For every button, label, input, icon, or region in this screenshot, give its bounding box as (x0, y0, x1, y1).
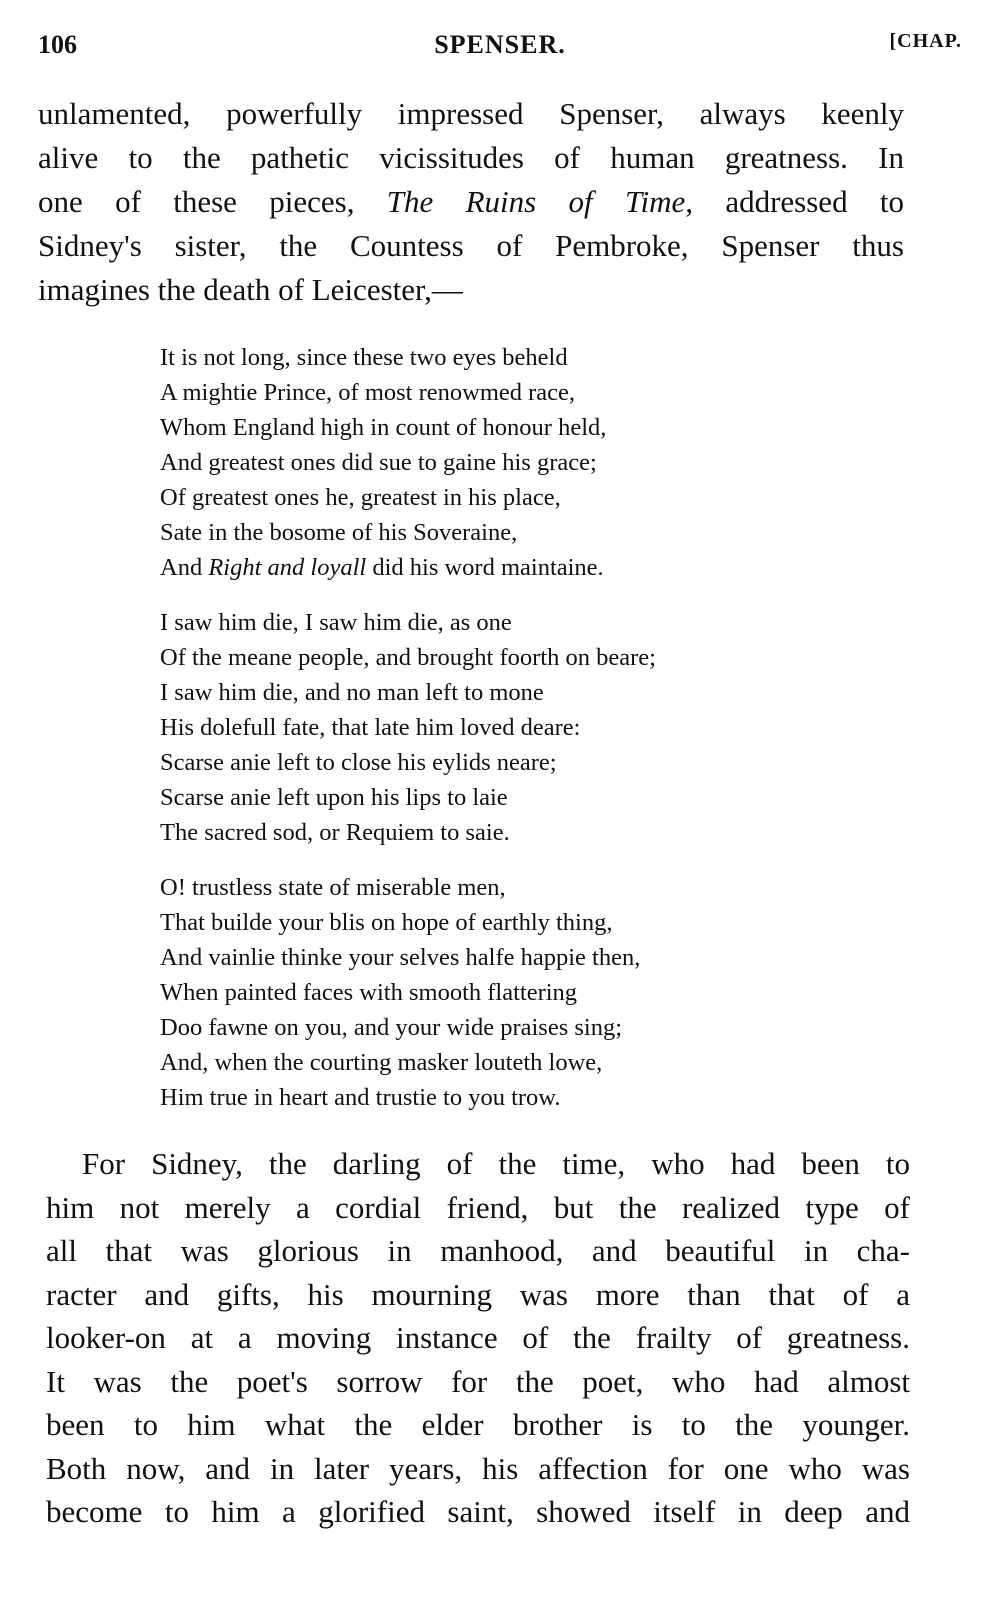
verse-line: O! trustless state of miserable men, (160, 874, 506, 901)
text-line: him not merely a cordial friend, but the realized type of (46, 1189, 910, 1225)
poem-stanza-2 (160, 605, 860, 850)
text-line: Both now, and in later years, his affection for one who was (46, 1450, 910, 1486)
text-line (38, 180, 904, 224)
text-line: looker-on at a moving instance of the frailty of greatness. (46, 1320, 910, 1355)
verse-line: I saw him die, and no man left to mone (160, 679, 544, 706)
text-line: For Sidney, the darling of the time, who had been to (82, 1146, 910, 1181)
paragraph-intro (38, 92, 904, 312)
verse-line: His dolefull fate, that late him loved deare: (160, 714, 581, 741)
text-fragment: did his word maintaine. (366, 554, 604, 581)
work-title: The Ruins of Time, (386, 184, 694, 219)
poem-stanza-1 (160, 340, 860, 585)
running-title: SPENSER. (434, 30, 566, 59)
verse-line (160, 550, 860, 585)
verse-line: When painted faces with smooth flattering (160, 979, 578, 1006)
text-line: It was the poet's sorrow for the poet, who had almost (46, 1363, 910, 1399)
text-line: been to him what the elder brother is to the younger. (46, 1407, 910, 1442)
running-head (38, 30, 962, 66)
verse-line: Sate in the bosome of his Soveraine, (160, 519, 518, 546)
verse-line: Doo fawne on you, and your wide praises sing; (160, 1014, 623, 1041)
verse-line: And greatest ones did sue to gaine his grace; (160, 449, 597, 476)
verse-line: Scarse anie left upon his lips to laie (160, 784, 508, 811)
text-line: Sidney's sister, the Countess of Pembroke, Spenser thus (38, 228, 904, 263)
text-fragment: addressed to (693, 184, 905, 219)
verse-line: A mightie Prince, of most renowmed race, (160, 379, 576, 406)
page-number: 106 (38, 30, 77, 59)
text-line: all that was glorious in manhood, and beautiful in cha- (46, 1233, 910, 1268)
verse-line: Whom England high in count of honour held, (160, 414, 607, 441)
paragraph-sidney (46, 1142, 910, 1534)
text-fragment: one of these pieces, (38, 184, 387, 219)
italic-phrase: Right and loyall (208, 554, 367, 581)
verse-line: And vainlie thinke your selves halfe happie then, (160, 944, 641, 971)
verse-line: That builde your blis on hope of earthly thing, (160, 909, 613, 936)
poem-stanza-3 (160, 870, 860, 1115)
text-line: racter and gifts, his mourning was more than that of a (46, 1276, 910, 1312)
verse-line: Scarse anie left to close his eylids neare; (160, 749, 557, 776)
text-line: become to him a glorified saint, showed itself in deep and (46, 1494, 910, 1529)
text-fragment: And (160, 554, 209, 581)
verse-line: The sacred sod, or Requiem to saie. (160, 819, 510, 846)
verse-line: Of greatest ones he, greatest in his place, (160, 484, 561, 511)
text-line: imagines the death of Leicester,— (38, 272, 463, 307)
verse-line: I saw him die, I saw him die, as one (160, 609, 512, 636)
verse-line: It is not long, since these two eyes beheld (160, 344, 568, 371)
verse-line: And, when the courting masker louteth lowe, (160, 1049, 603, 1076)
verse-line: Of the meane people, and brought foorth on beare; (160, 644, 656, 671)
chapter-mark: [CHAP. (889, 30, 962, 52)
text-line: unlamented, powerfully impressed Spenser, always keenly (38, 96, 904, 131)
text-line: alive to the pathetic vicissitudes of human greatness. In (38, 140, 904, 175)
verse-line: Him true in heart and trustie to you trow. (160, 1084, 561, 1111)
